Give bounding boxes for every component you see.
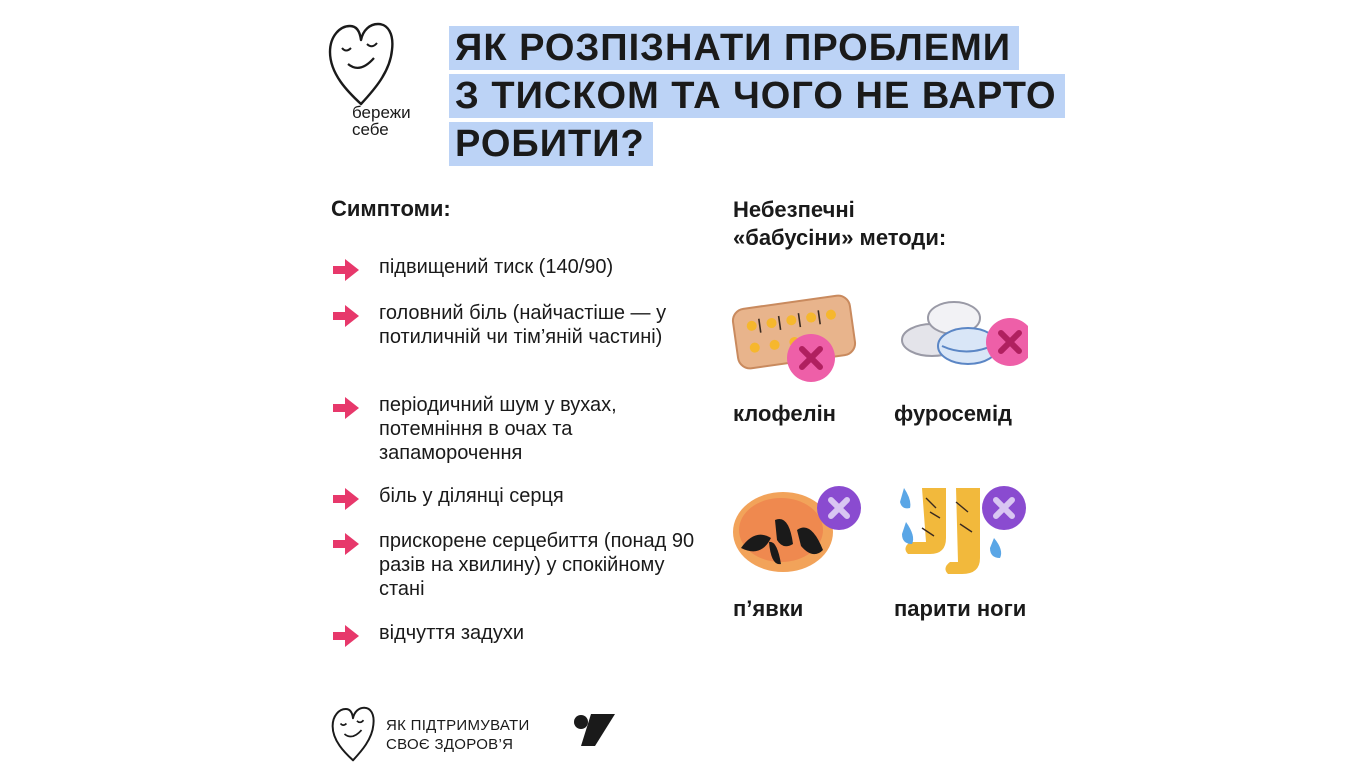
arrow-right-icon <box>331 623 361 649</box>
footer-text: ЯК ПІДТРИМУВАТИ СВОЄ ЗДОРОВ’Я <box>386 717 530 753</box>
method-label: парити ноги <box>894 596 1027 621</box>
arrow-right-icon <box>331 531 361 557</box>
brand-logo-icon <box>573 712 615 746</box>
arrow-right-icon <box>331 395 361 421</box>
method-label: п’явки <box>733 596 804 621</box>
blister-pack-icon <box>731 290 861 390</box>
arrow-right-icon <box>331 486 361 512</box>
steamed-feet-icon <box>896 478 1026 578</box>
symptoms-heading: Симптоми: <box>331 196 451 221</box>
methods-heading: Небезпечні «бабусіни» методи: <box>733 197 947 250</box>
page-title: ЯК РОЗПІЗНАТИ ПРОБЛЕМИ З ТИСКОМ ТА ЧОГО НЕ ВАРТО РОБИТИ? <box>449 26 1069 170</box>
pills-icon <box>898 288 1028 388</box>
arrow-right-icon <box>331 257 361 283</box>
logo-text: бережи себе <box>352 103 411 139</box>
heart-face-logo-icon <box>326 22 396 106</box>
method-label: фуросемід <box>894 401 1013 426</box>
heart-face-footer-icon <box>330 706 376 762</box>
method-label: клофелін <box>733 401 836 426</box>
leeches-icon <box>731 480 861 580</box>
arrow-right-icon <box>331 303 361 329</box>
